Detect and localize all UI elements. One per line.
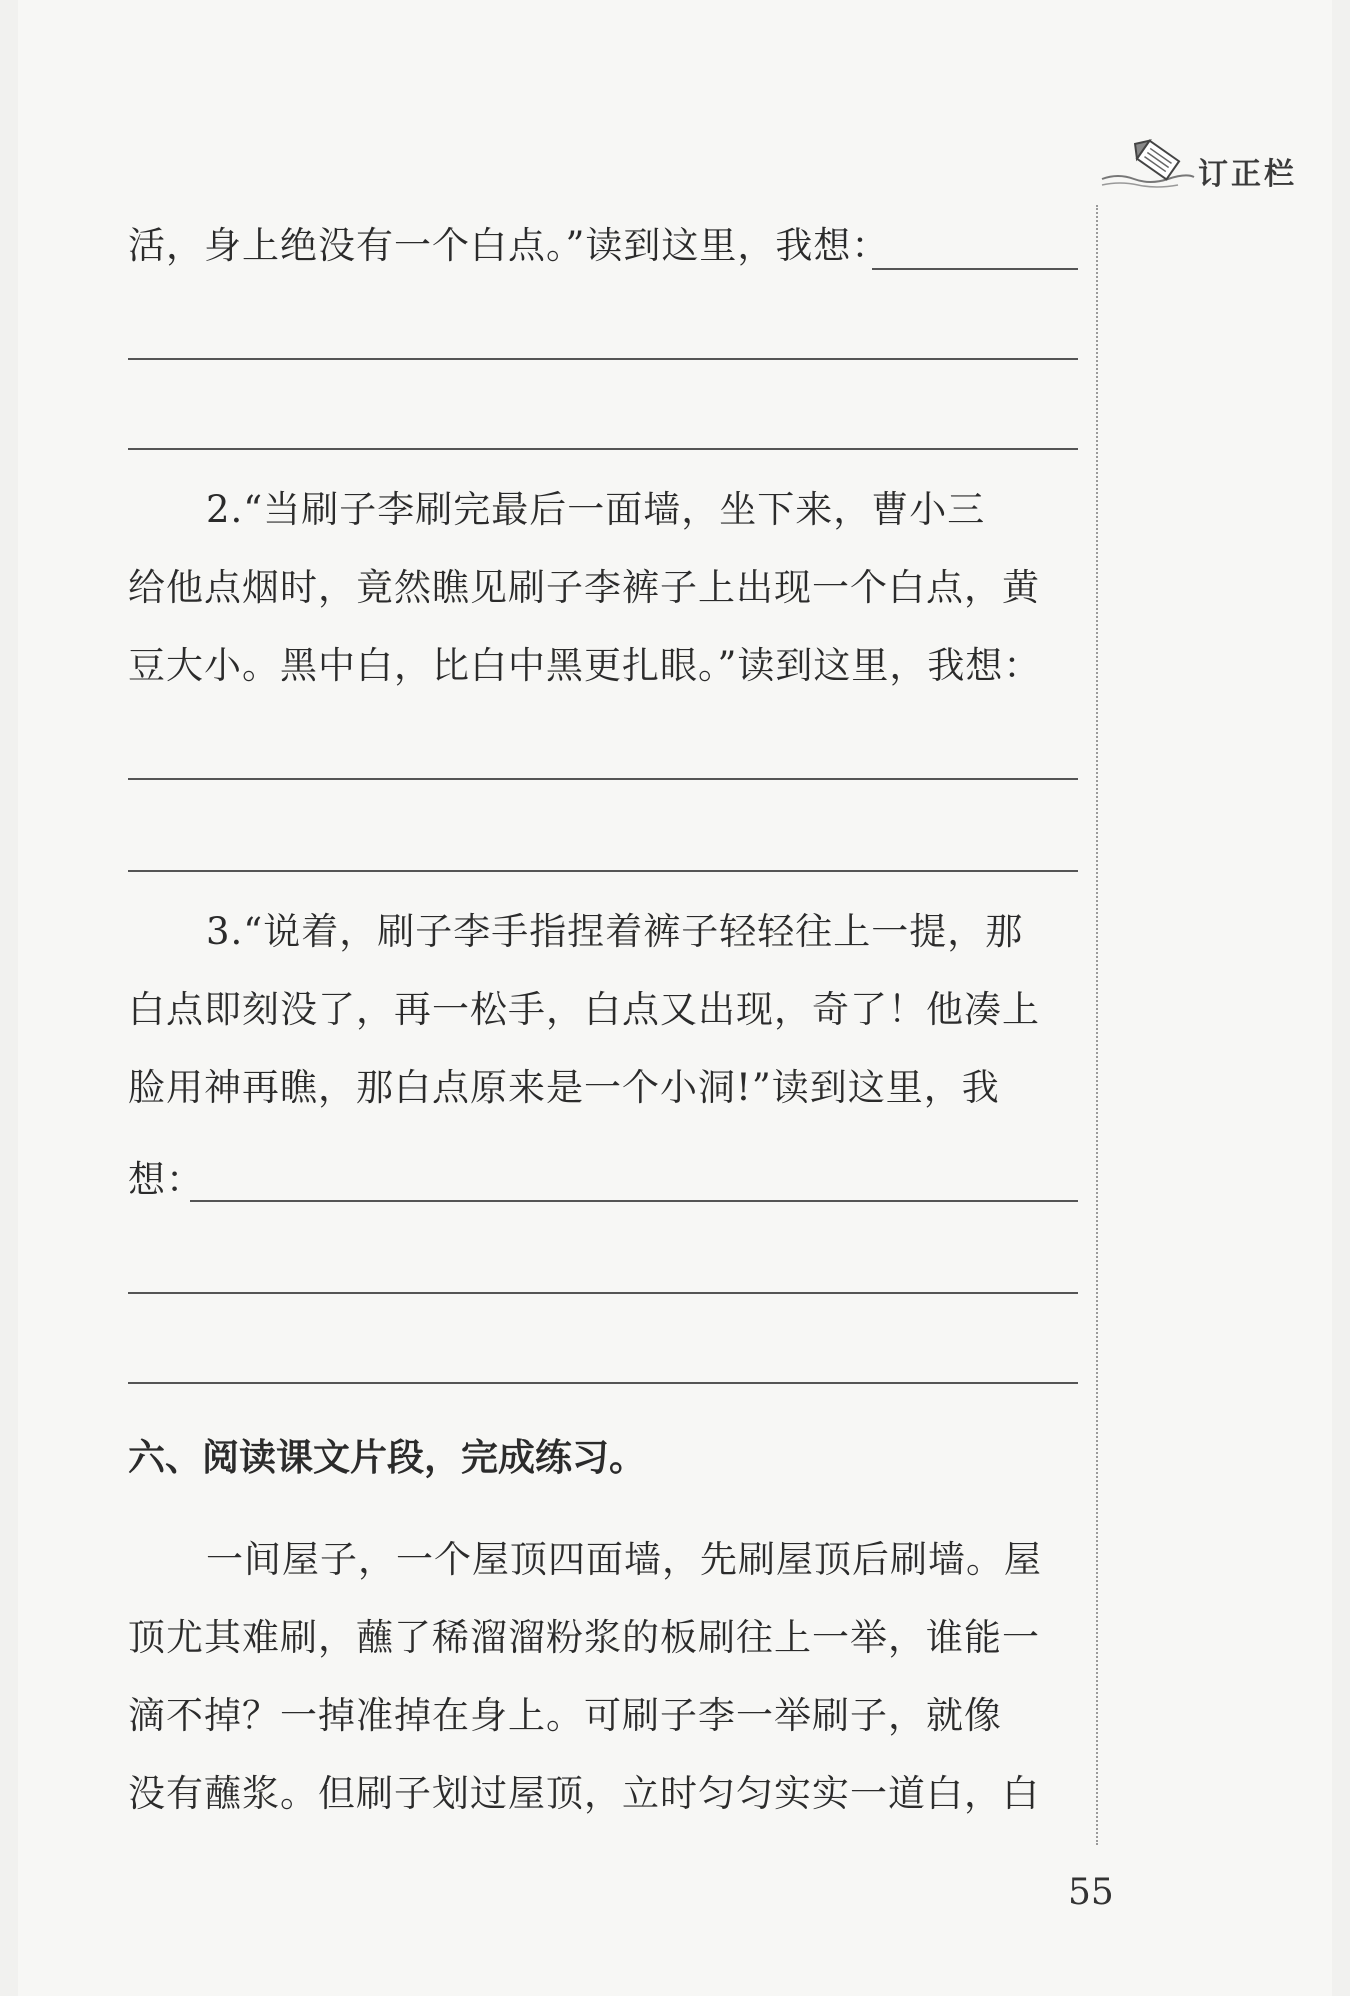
pencil-icon xyxy=(1098,135,1198,195)
answer-line[interactable] xyxy=(872,268,1078,270)
q2-line-3: 豆大小。黑中白，比白中黑更扎眼。”读到这里，我想： xyxy=(128,644,1042,687)
answer-line[interactable] xyxy=(128,870,1078,872)
answer-line[interactable] xyxy=(128,1292,1078,1294)
q3-line-4: 想： xyxy=(128,1158,204,1201)
passage-line-4: 没有蘸浆。但刷子划过屋顶，立时匀匀实实一道白，白 xyxy=(128,1772,1040,1815)
passage-line-2: 顶尤其难刷，蘸了稀溜溜粉浆的板刷往上一举，谁能一 xyxy=(128,1616,1040,1659)
q2-line-1: 2.“当刷子李刷完最后一面墙，坐下来，曹小三 xyxy=(206,488,986,531)
dotted-separator xyxy=(1096,205,1098,1845)
answer-line[interactable] xyxy=(128,448,1078,450)
correction-column-title: 订正栏 xyxy=(1198,157,1297,192)
page-number: 55 xyxy=(1068,1872,1114,1913)
q3-line-2: 白点即刻没了，再一松手，白点又出现，奇了！他凑上 xyxy=(128,988,1040,1031)
q2-line-2: 给他点烟时，竟然瞧见刷子李裤子上出现一个白点，黄 xyxy=(128,566,1040,609)
answer-line[interactable] xyxy=(128,358,1078,360)
q3-line-1: 3.“说着，刷子李手指捏着裤子轻轻往上一提，那 xyxy=(206,910,1024,953)
answer-line[interactable] xyxy=(190,1200,1078,1202)
q1-text: 活，身上绝没有一个白点。”读到这里，我想： xyxy=(128,224,890,267)
passage-line-3: 滴不掉？一掉准掉在身上。可刷子李一举刷子，就像 xyxy=(128,1694,1002,1737)
answer-line[interactable] xyxy=(128,1382,1078,1384)
passage-line-1: 一间屋子，一个屋顶四面墙，先刷屋顶后刷墙。屋 xyxy=(206,1538,1042,1581)
q3-line-3: 脸用神再瞧，那白点原来是一个小洞!”读到这里，我 xyxy=(128,1066,1000,1109)
answer-line[interactable] xyxy=(128,778,1078,780)
section-6-heading: 六、阅读课文片段，完成练习。 xyxy=(128,1436,646,1479)
correction-column-header xyxy=(1098,135,1328,195)
